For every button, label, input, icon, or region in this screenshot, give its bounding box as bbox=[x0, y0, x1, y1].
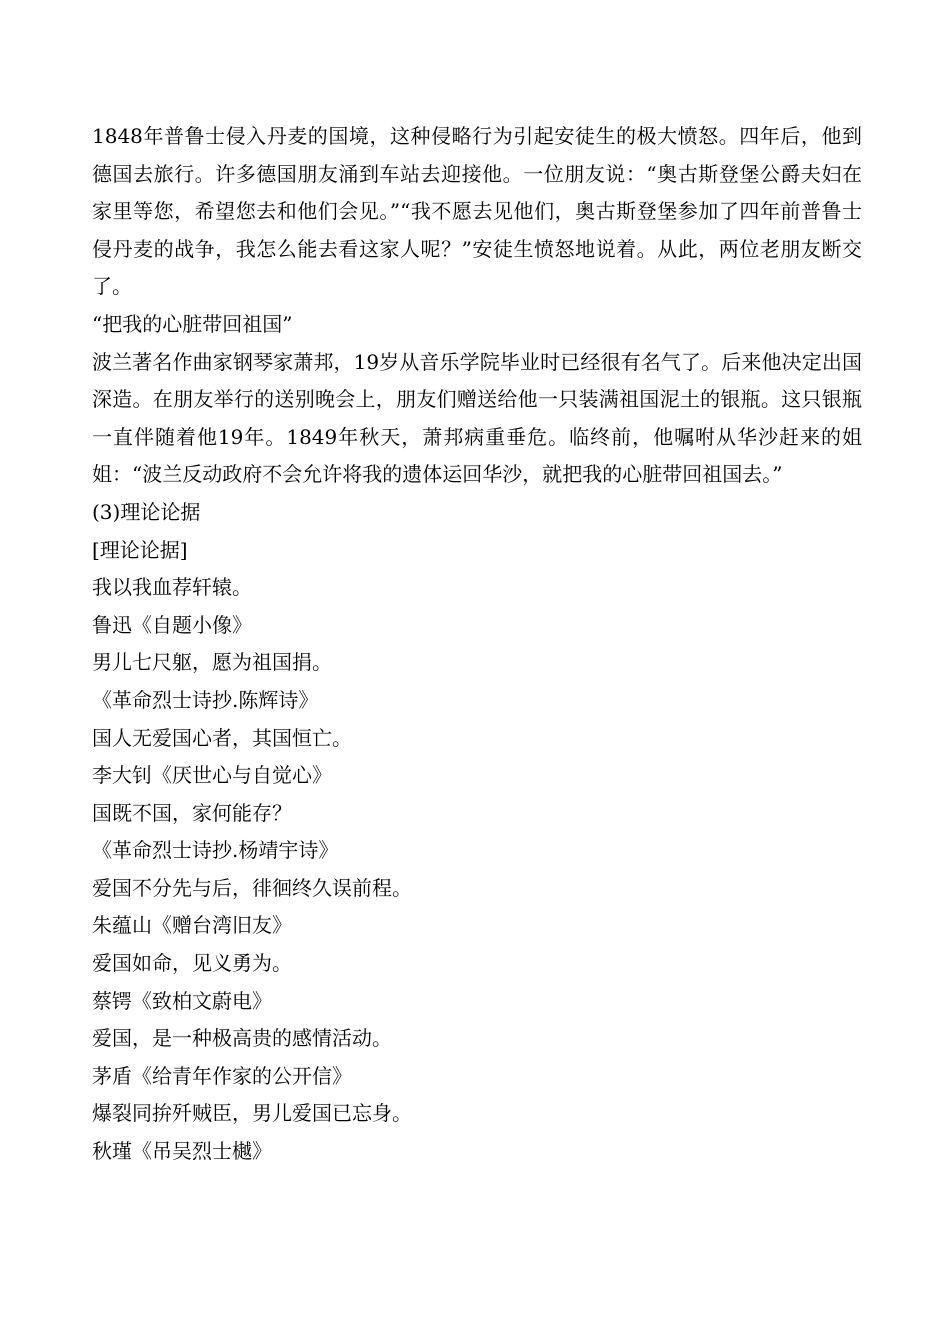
subheading-theory: [理论论据] bbox=[92, 537, 188, 562]
quote-text: 爱国如命，见义勇为。 bbox=[92, 951, 292, 976]
document-page bbox=[92, 118, 862, 1171]
heading-chopin-story: “把我的心脏带回祖国” bbox=[92, 311, 293, 336]
quote-source: 《革命烈士诗抄.杨靖宇诗》 bbox=[92, 838, 339, 863]
quote-text: 国既不国，家何能存？ bbox=[92, 800, 292, 825]
quote-source: 李大钊《厌世心与自觉心》 bbox=[92, 763, 332, 788]
quote-source: 茅盾《给青年作家的公开信》 bbox=[92, 1063, 352, 1088]
quote-text: 男儿七尺躯，愿为祖国捐。 bbox=[92, 650, 332, 675]
quote-source: 秋瑾《吊吴烈士樾》 bbox=[92, 1139, 272, 1164]
quote-text: 爱国，是一种极高贵的感情活动。 bbox=[92, 1026, 392, 1051]
quote-text: 国人无爱国心者，其国恒亡。 bbox=[92, 725, 352, 750]
quote-source: 鲁迅《自题小像》 bbox=[92, 612, 252, 637]
quote-text: 爱国不分先与后，徘徊终久误前程。 bbox=[92, 875, 412, 900]
quote-source: 《革命烈士诗抄.陈辉诗》 bbox=[92, 687, 319, 712]
paragraph-chopin-story: 波兰著名作曲家钢琴家萧邦，19岁从音乐学院毕业时已经很有名气了。后来他决定出国深造。在朋友举行的送别晚会上，朋友们赠送给他一只装满祖国泥土的银瓶。这只银瓶一直伴随着他19年。1849年秋天，萧邦病重垂危。临终前，他嘱咐从华沙赶来的姐姐：“波兰反动政府不会允许将我的遗体运回华沙，就把我的心脏带回祖国去。” bbox=[92, 349, 862, 487]
quote-text: 爆裂同拚歼贼臣，男儿爱国已忘身。 bbox=[92, 1101, 412, 1126]
quote-source: 朱蕴山《赠台湾旧友》 bbox=[92, 913, 292, 938]
paragraph-andersen-story: 1848年普鲁士侵入丹麦的国境，这种侵略行为引起安徒生的极大愤怒。四年后，他到德国去旅行。许多德国朋友涌到车站去迎接他。一位朋友说：“奥古斯登堡公爵夫妇在家里等您，希望您去和他们会见。”“我不愿去见他们，奥古斯登堡参加了四年前普鲁士侵丹麦的战争，我怎么能去看这家人呢？”安徒生愤怒地说着。从此，两位老朋友断交了。 bbox=[92, 124, 862, 299]
quote-text: 我以我血荐轩辕。 bbox=[92, 575, 252, 600]
section-heading-theory: (3)理论论据 bbox=[92, 499, 201, 524]
quote-source: 蔡锷《致柏文蔚电》 bbox=[92, 988, 272, 1013]
